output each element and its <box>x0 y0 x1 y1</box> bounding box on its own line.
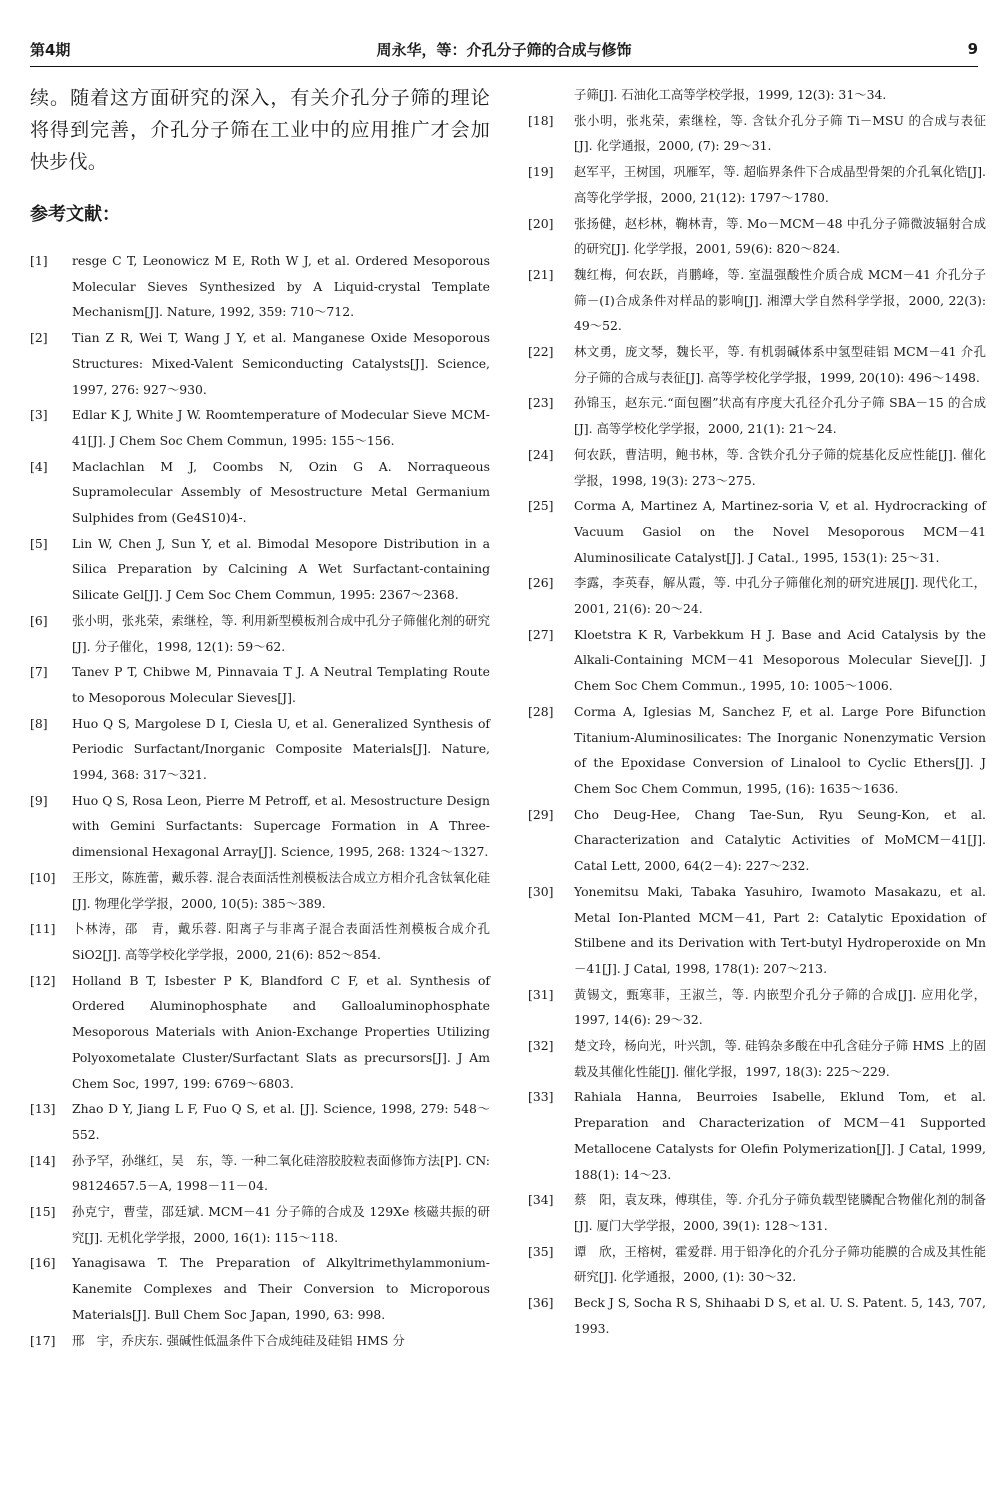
reference-entry <box>30 1148 490 1199</box>
reference-text: 孙予罕，孙继红，吴 东，等. 一种二氧化硅溶胶胶粒表面修饰方法[P]. CN: 98124657.5－A, 1998－11－04. <box>72 1152 490 1194</box>
reference-number: [1] <box>30 253 48 268</box>
reference-text: Cho Deug-Hee, Chang Tae-Sun, Ryu Seung-Kon, et al. Characterization and Catalytic Activities of MoMCM－41[J]. Catal Lett, 2000, 64(2－4): 227～232. <box>574 806 986 874</box>
reference-text: 李露，李英春，解从霞，等. 中孔分子筛催化剂的研究进展[J]. 现代化工，2001, 21(6): 20～24. <box>574 575 986 617</box>
reference-text: 孙克宁，曹莹，邵廷斌. MCM－41 分子筛的合成及 129Xe 核磁共振的研究[J]. 无机化学学报，2000, 16(1): 115～118. <box>72 1204 490 1245</box>
reference-text: Yonemitsu Maki, Tabaka Yasuhiro, Iwamoto Masakazu, et al. Metal Ion-Planted MCM－41, Part 2: Catalytic Epoxidation of Stilbene and its Derivation with Tert-butyl Hydroperoxide on Mn－41[J]. J Catal, 1998, 178(1): 207～213. <box>574 883 986 976</box>
reference-number: [5] <box>30 535 48 551</box>
references-heading: 参考文献： <box>30 204 120 225</box>
reference-entry <box>528 1187 986 1238</box>
reference-number: [29] <box>528 806 554 822</box>
reference-text: resge C T, Leonowicz M E, Roth W J, et al. Ordered Mesoporous Molecular Sieves Synthesized by A Liquid-crystal Template Mechanism[J]. Nature, 1992, 359: 710～712. <box>72 253 490 320</box>
reference-entry <box>30 711 490 788</box>
reference-entry <box>30 454 490 531</box>
reference-text: 邢 宇，乔庆东. 强碱性低温条件下合成纯硅及硅铝 HMS 分 <box>72 1332 405 1348</box>
reference-entry <box>528 1239 986 1290</box>
reference-number: [25] <box>528 498 554 514</box>
reference-entry <box>528 390 986 441</box>
reference-number: [20] <box>528 215 554 231</box>
reference-entry <box>528 262 986 339</box>
reference-text: Huo Q S, Rosa Leon, Pierre M Petroff, et al. Mesostructure Design with Gemini Surfactants: Supercage Formation in A Three-dimensional Hexagonal Array[J]. Science, 1995, 268: 1324～1327. <box>72 792 490 860</box>
reference-number: [28] <box>528 703 554 719</box>
reference-entry <box>30 531 490 608</box>
reference-text: 魏红梅，何农跃，肖鹏峰，等. 室温强酸性介质合成 MCM－41 介孔分子筛－(Ⅰ)合成条件对样品的影响[J]. 湘潭大学自然科学学报，2000, 22(3): 49～52. <box>574 266 986 334</box>
reference-entry <box>30 788 490 865</box>
reference-number: [12] <box>30 972 56 988</box>
reference-number: [4] <box>30 458 48 474</box>
reference-entry <box>30 1199 490 1250</box>
reference-number: [3] <box>30 407 48 423</box>
reference-text: Beck J S, Socha R S, Shihaabi D S, et al. U. S. Patent. 5, 143, 707, 1993. <box>574 1295 986 1336</box>
reference-text: 张小明，张兆荣，索继栓，等. 利用新型模板剂合成中孔分子筛催化剂的研究[J]. 分子催化，1998, 12(1): 59～62. <box>72 612 490 654</box>
reference-number: [35] <box>528 1243 554 1259</box>
reference-number: [17] <box>30 1332 56 1348</box>
reference-entry <box>528 159 986 210</box>
reference-text: Lin W, Chen J, Sun Y, et al. Bimodal Mesopore Distribution in a Silica Preparation by Calcining A Wet Surfactant-containing Silicate Gel[J]. J Cem Soc Chem Commun, 1995: 2367～2368. <box>72 535 490 603</box>
reference-entry <box>528 442 986 493</box>
reference-entry <box>528 699 986 802</box>
reference-number: [33] <box>528 1089 554 1105</box>
reference-list-left <box>30 248 490 1353</box>
reference-entry <box>30 1328 490 1354</box>
reference-text: Corma A, Iglesias M, Sanchez F, et al. Large Pore Bifunction Titanium-Aluminosilicates: The Inorganic Nonenzymatic Version of the Epoxidase Conversion of Linalool to Cyclic Ethers[J]. J Chem Soc Chem Commun, 1995, (16): 1635～1636. <box>574 703 986 796</box>
header-rule <box>30 66 978 67</box>
reference-text: 孙锦玉，赵东元.“面包圈”状高有序度大孔径介孔分子筛 SBA－15 的合成[J]. 高等学校化学学报，2000, 21(1): 21～24. <box>574 395 986 437</box>
running-title: 周永华，等：介孔分子筛的合成与修饰 <box>376 40 632 59</box>
reference-entry <box>30 608 490 659</box>
reference-entry <box>30 1096 490 1147</box>
reference-text: 张扬健，赵杉林，鞠林青，等. Mo－MCM－48 中孔分子筛微波辐射合成的研究[J]. 化学学报，2001, 59(6): 820～824. <box>574 215 986 257</box>
reference-entry <box>528 622 986 699</box>
reference-number: [27] <box>528 626 554 642</box>
reference-number: [19] <box>528 164 554 180</box>
running-header <box>30 36 978 62</box>
reference-number: [11] <box>30 921 56 937</box>
right-column <box>528 82 986 1341</box>
reference-text: 赵军平，王树国，巩雁军，等. 超临界条件下合成晶型骨架的介孔氧化锆[J]. 高等化学学报，2000, 21(12): 1797～1780. <box>574 164 986 205</box>
reference-text: Corma A, Martinez A, Martinez-soria V, et al. Hydrocracking of Vacuum Gasiol on the Novel Mesoporous MCM－41 Aluminosilicate Catalyst[J]. J Catal., 1995, 153(1): 25～31. <box>574 498 986 565</box>
reference-number: [32] <box>528 1038 554 1054</box>
reference-number: [13] <box>30 1101 56 1117</box>
reference-entry <box>528 108 986 159</box>
reference-number: [23] <box>528 395 554 411</box>
reference-text: 子筛[J]. 石油化工高等学校学报，1999, 12(3): 31～34. <box>574 87 887 102</box>
reference-text: 蔡 阳，袁友珠，傅琪佳，等. 介孔分子筛负载型铑膦配合物催化剂的制备[J]. 厦门大学学报，2000, 39(1): 128～131. <box>574 1192 986 1233</box>
reference-entry <box>528 570 986 621</box>
reference-entry <box>528 879 986 982</box>
reference-entry <box>528 1290 986 1341</box>
reference-number: [7] <box>30 664 48 680</box>
reference-entry <box>528 982 986 1033</box>
reference-number: [36] <box>528 1295 554 1311</box>
reference-number: [8] <box>30 715 48 731</box>
reference-entry <box>528 493 986 570</box>
reference-text: Kloetstra K R, Varbekkum H J. Base and Acid Catalysis by the Alkali-Containing MCM－41 Mesoporous Molecular Sieve[J]. J Chem Soc Chem Commun., 1995, 10: 1005～1006. <box>574 626 986 694</box>
reference-text: Tanev P T, Chibwe M, Pinnavaia T J. A Neutral Templating Route to Mesoporous Molecular Sieves[J]. <box>72 664 490 705</box>
reference-number <box>528 82 574 108</box>
reference-entry <box>30 402 490 453</box>
reference-number: [22] <box>528 344 554 360</box>
reference-text: Rahiala Hanna, Beurroies Isabelle, Eklund Tom, et al. Preparation and Characterization of MCM－41 Supported Metallocene Catalysts for Olefin Polymerization[J]. J Catal, 1999, 188(1): 14～23. <box>574 1089 986 1182</box>
reference-entry <box>528 1084 986 1187</box>
reference-entry <box>528 802 986 879</box>
reference-text: 林文勇，庞文琴，魏长平，等. 有机弱碱体系中氢型硅铝 MCM－41 介孔分子筛的合成与表征[J]. 高等学校化学学报，1999, 20(10): 496～1498. <box>574 344 986 385</box>
reference-entry <box>30 865 490 916</box>
reference-list-right <box>528 82 986 1341</box>
reference-entry <box>30 248 490 325</box>
reference-number: [14] <box>30 1152 56 1168</box>
reference-entry <box>528 1033 986 1084</box>
reference-number: [30] <box>528 883 554 899</box>
reference-text: 何农跃，曹洁明，鲍书林，等. 含铁介孔分子筛的烷基化反应性能[J]. 催化学报，1998, 19(3): 273～275. <box>574 446 986 488</box>
reference-text: Huo Q S, Margolese D I, Ciesla U, et al. Generalized Synthesis of Periodic Surfactant/Inorganic Composite Materials[J]. Nature, 1994, 368: 317～321. <box>72 715 490 783</box>
reference-text: Maclachlan M J, Coombs N, Ozin G A. Norraqueous Supramolecular Assembly of Mesostructure Metal Germanium Sulphides from (Ge4S10)4-. <box>72 458 490 526</box>
reference-number: [6] <box>30 612 48 628</box>
reference-entry <box>30 916 490 967</box>
body-paragraph: 续。随着这方面研究的深入，有关介孔分子筛的理论将得到完善，介孔分子筛在工业中的应用推广才会加快步伐。 <box>30 87 490 173</box>
reference-number: [34] <box>528 1192 554 1208</box>
reference-entry <box>528 211 986 262</box>
reference-entry <box>528 82 986 108</box>
reference-number: [16] <box>30 1255 56 1271</box>
reference-entry <box>30 659 490 710</box>
reference-number: [21] <box>528 266 554 282</box>
reference-number: [9] <box>30 792 48 808</box>
reference-entry <box>528 339 986 390</box>
reference-number: [15] <box>30 1204 56 1220</box>
reference-text: Zhao D Y, Jiang L F, Fuo Q S, et al. [J]. Science, 1998, 279: 548～552. <box>72 1101 490 1142</box>
reference-text: 张小明，张兆荣，索继栓，等. 含钛介孔分子筛 Ti－MSU 的合成与表征[J]. 化学通报，2000, (7): 29～31. <box>574 112 986 154</box>
reference-text: Tian Z R, Wei T, Wang J Y, et al. Manganese Oxide Mesoporous Structures: Mixed-Valent Semiconducting Catalysts[J]. Science, 1997, 276: 927～930. <box>72 330 490 397</box>
reference-number: [24] <box>528 446 554 462</box>
reference-number: [31] <box>528 986 554 1002</box>
reference-text: 楚文玲，杨向光，叶兴凯，等. 硅钨杂多酸在中孔含硅分子筛 HMS 上的固载及其催化性能[J]. 催化学报，1997, 18(3): 225～229. <box>574 1038 986 1079</box>
reference-text: 卜林涛，邵 青，戴乐蓉. 阳离子与非离子混合表面活性剂模板合成介孔 SiO2[J]. 高等学校化学学报，2000, 21(6): 852～854. <box>72 921 490 962</box>
reference-entry <box>30 968 490 1097</box>
left-column <box>30 82 490 1353</box>
reference-text: 黄锡文，甄寒菲，王淑兰，等. 内嵌型介孔分子筛的合成[J]. 应用化学，1997, 14(6): 29～32. <box>574 986 986 1028</box>
reference-text: Holland B T, Isbester P K, Blandford C F, et al. Synthesis of Ordered Aluminophosphate and Galloaluminophosphate Mesoporous Materials with Anion-Exchange Properties Utilizing Polyoxometalate Cluster/Surfactant Slats as precursors[J]. J Am Chem Soc, 1997, 199: 6769～6803. <box>72 972 490 1091</box>
reference-number: [2] <box>30 330 48 346</box>
issue-label: 第4期 <box>30 40 71 59</box>
reference-number: [10] <box>30 869 56 885</box>
reference-number: [18] <box>528 112 554 128</box>
reference-number: [26] <box>528 575 554 591</box>
reference-text: 王彤文，陈旌蕾，戴乐蓉. 混合表面活性剂模板法合成立方相介孔含钛氧化硅[J]. 物理化学学报，2000, 10(5): 385～389. <box>72 869 490 911</box>
reference-text: Yanagisawa T. The Preparation of Alkyltrimethylammonium-Kanemite Complexes and Their Conversion to Microporous Materials[J]. Bull Chem Soc Japan, 1990, 63: 998. <box>72 1255 490 1322</box>
reference-text: Edlar K J, White J W. Roomtemperature of Modecular Sieve MCM-41[J]. J Chem Soc Chem Commun, 1995: 155～156. <box>72 407 490 448</box>
reference-text: 谭 欣，王榕树，霍爱群. 用于铅净化的介孔分子筛功能膜的合成及其性能研究[J]. 化学通报，2000, (1): 30～32. <box>574 1243 986 1285</box>
reference-entry <box>30 1250 490 1327</box>
reference-entry <box>30 325 490 402</box>
page-number: 9 <box>967 40 978 58</box>
